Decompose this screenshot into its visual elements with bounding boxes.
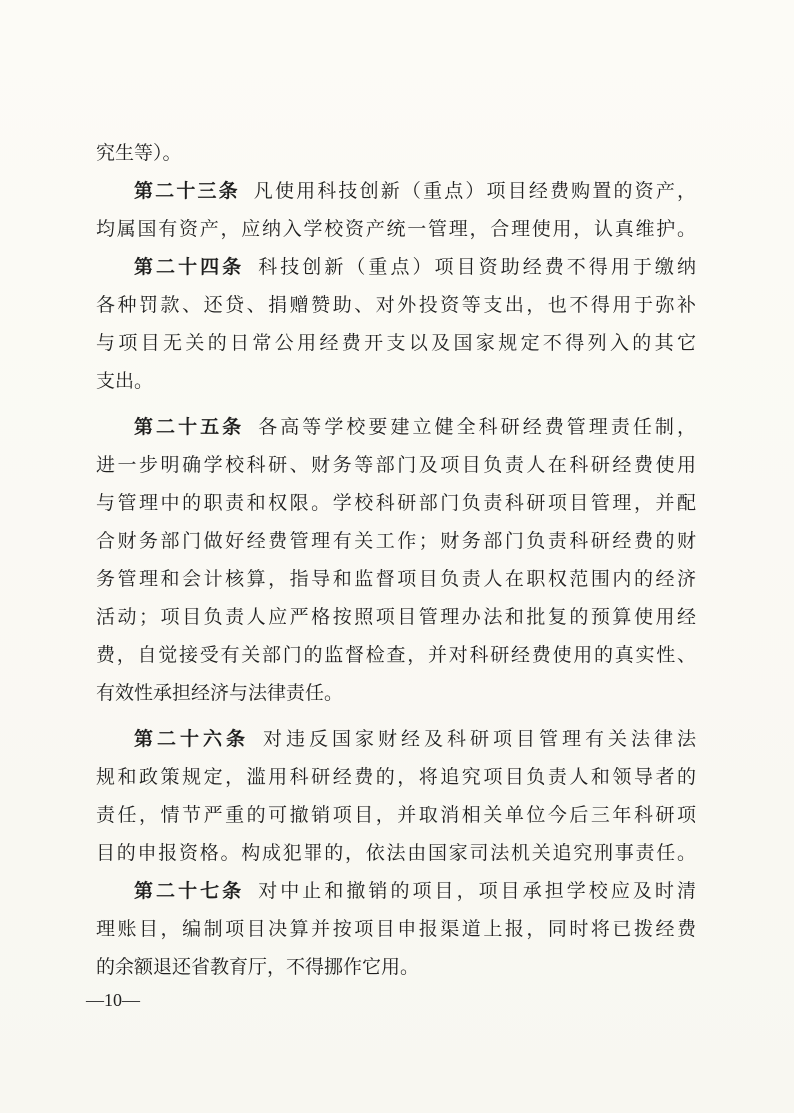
text-line: 支出。 [96,370,154,392]
article-title: 第二十六条 [134,728,249,750]
text-line: 进一步明确学校科研、财务等部门及项目负责人在科研经费使用 [96,454,696,476]
text-line: 务管理和会计核算，指导和监督项目负责人在职权范围内的经济 [96,568,696,590]
article-title: 第二十四条 [134,256,245,278]
article-24-heading-line: 第二十四条 科技创新（重点）项目资助经费不得用于缴纳 [134,256,696,278]
document-body [96,134,696,986]
text-line: 的余额退还省教育厅，不得挪作它用。 [96,956,420,978]
article-23-heading-line: 第二十三条 凡使用科技创新（重点）项目经费购置的资产， [134,180,696,202]
article-title: 第二十三条 [134,180,240,202]
text-line: 规和政策规定，滥用科研经费的，将追究项目负责人和领导者的 [96,766,696,788]
text-line: 均属国有资产，应纳入学校资产统一管理，合理使用，认真维护。 [96,218,696,240]
article-26-heading-line: 第二十六条 对违反国家财经及科研项目管理有关法律法 [134,728,696,750]
text-line: 费，自觉接受有关部门的监督检查，并对科研经费使用的真实性、 [96,644,696,666]
article-title: 第二十五条 [134,416,245,438]
text-line: 与管理中的职责和权限。学校科研部门负责科研项目管理，并配 [96,492,696,514]
article-27-heading-line: 第二十七条 对中止和撤销的项目，项目承担学校应及时清 [134,880,696,902]
text-line: 目的申报资格。构成犯罪的，依法由国家司法机关追究刑事责任。 [96,842,696,864]
text-line: 有效性承担经济与法律责任。 [96,682,344,704]
text-line: 合财务部门做好经费管理有关工作；财务部门负责科研经费的财 [96,530,696,552]
text-line: 责任，情节严重的可撤销项目，并取消相关单位今后三年科研项 [96,804,696,826]
page-number: —10— [86,990,140,1010]
text-line: 究生等）。 [96,142,182,164]
text-line: 与项目无关的日常公用经费开支以及国家规定不得列入的其它 [96,332,696,354]
article-title: 第二十七条 [134,880,245,902]
article-25-heading-line: 第二十五条 各高等学校要建立健全科研经费管理责任制， [134,416,696,438]
text-line: 活动；项目负责人应严格按照项目管理办法和批复的预算使用经 [96,606,696,628]
text-line: 理账目，编制项目决算并按项目申报渠道上报，同时将已拨经费 [96,918,696,940]
text-line: 各种罚款、还贷、捐赠赞助、对外投资等支出，也不得用于弥补 [96,294,696,316]
